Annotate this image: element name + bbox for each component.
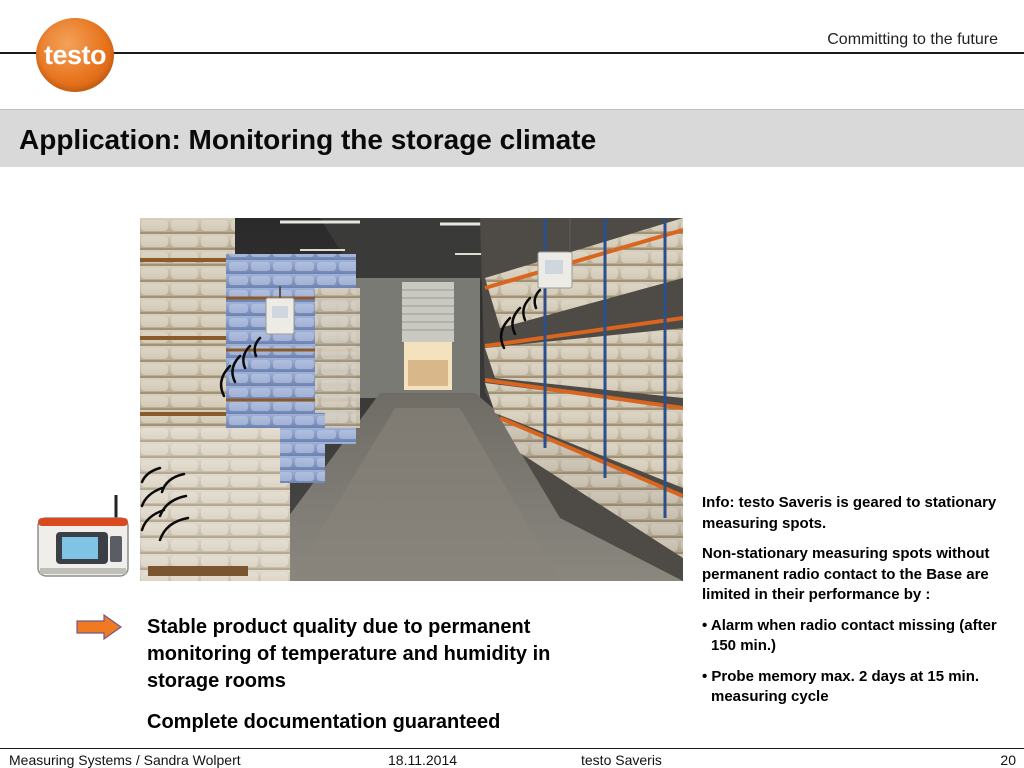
info-paragraph-1: Info: testo Saveris is geared to stationary measuring spots. xyxy=(702,494,997,532)
page-number: 20 xyxy=(1000,752,1016,768)
info-paragraph-2: Non-stationary measuring spots without permanent radio contact to the Base are limited in their performance by : xyxy=(702,545,990,603)
warehouse-photo xyxy=(140,218,683,581)
statement-quality: Stable product quality due to permanent monitoring of temperature and humidity in storage rooms xyxy=(147,616,551,692)
info-bullet-alarm: • Alarm when radio contact missing (after 150 min.) xyxy=(702,616,997,654)
tagline: Committing to the future xyxy=(827,31,998,48)
slide-title: Application: Monitoring the storage climate xyxy=(19,124,597,155)
title-bar xyxy=(0,109,1024,167)
footer-rule xyxy=(0,748,1024,749)
main-statements xyxy=(147,614,607,736)
right-arrow-icon xyxy=(76,614,122,640)
info-bullet-memory: • Probe memory max. 2 days at 15 min. measuring cycle xyxy=(702,667,980,705)
testo-logo xyxy=(36,18,114,92)
logo-text: testo xyxy=(43,39,106,70)
saveris-base-device xyxy=(36,492,131,580)
info-box xyxy=(702,493,1002,718)
header-rule xyxy=(0,52,1024,54)
statement-documentation: Complete documentation guaranteed xyxy=(147,711,501,733)
footer-date: 18.11.2014 xyxy=(388,752,458,768)
footer-product: testo Saveris xyxy=(581,752,662,768)
footer-author: Measuring Systems / Sandra Wolpert xyxy=(9,752,241,768)
